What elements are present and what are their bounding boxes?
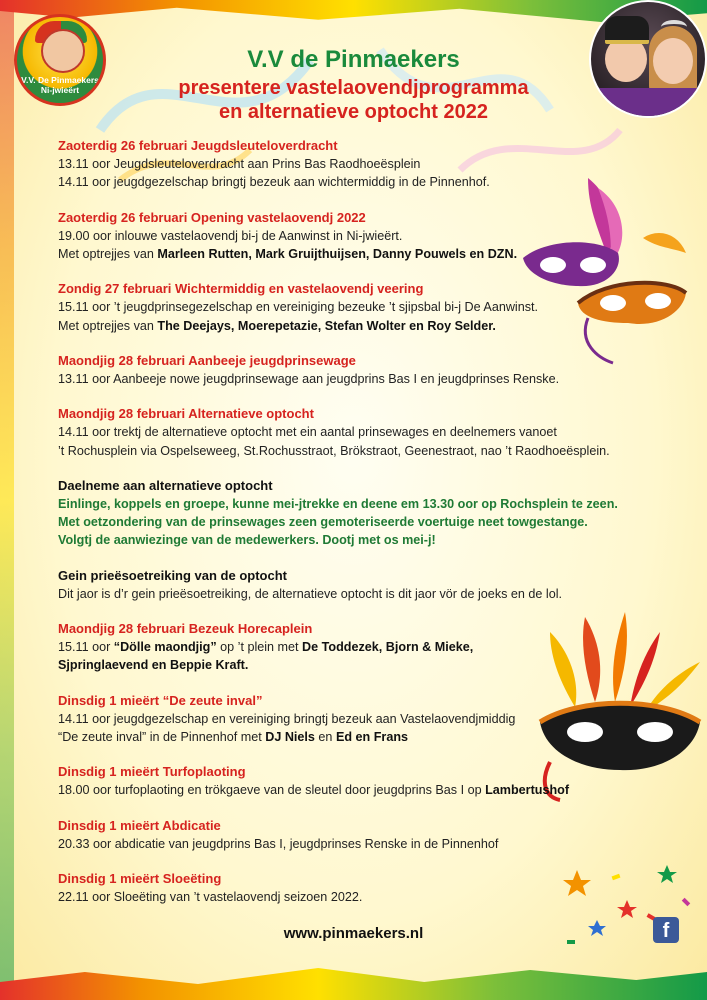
item-line: 14.11 oor jeugdgezelschap en vereiniging bringtj bezeuk aan Vastelaovendjmiddig — [58, 711, 516, 726]
item-heading: Zaoterdig 26 februari Jeugdsleuteloverdracht — [58, 138, 338, 153]
event-name: “Dölle maondjig” — [113, 640, 217, 655]
performers: DJ Niels — [265, 730, 315, 745]
performers: Marleen Rutten, Mark Gruijthuijsen, Danny Pouwels en DZN. — [157, 247, 518, 262]
item-text: en — [314, 730, 336, 745]
tiara — [661, 20, 687, 34]
program-item — [58, 620, 658, 675]
item-heading: Maondjig 28 februari Alternatieve optocht — [58, 406, 314, 422]
item-line — [58, 317, 658, 335]
item-line: 20.33 oor abdicatie van jeugdprins Bas I, jeugdprinses Renske in de Pinnenhof — [58, 836, 499, 851]
item-line: 13.11 oor Jeugdsleuteloverdracht aan Prins Bas Raodhoeësplein — [58, 157, 421, 172]
program-item — [58, 209, 658, 264]
program-item — [58, 405, 658, 460]
page-subtitle — [120, 76, 587, 124]
item-heading: Zondig 27 februari Wichtermiddig en vastelaovendj veering — [58, 281, 424, 297]
item-heading: Daelneme aan alternatieve optocht — [58, 477, 273, 493]
program-item — [58, 763, 658, 799]
item-line: 14.11 oor trektj de alternatieve optocht met ein aantal prinsewages en deelnemers vanoet — [58, 425, 557, 440]
item-line: Volgtj de aanwiezinge van de medewerkers. Dootj met os mei-j! — [58, 533, 436, 548]
item-heading: Maondjig 28 februari Bezeuk Horecaplein — [58, 621, 313, 637]
item-line: 14.11 oor jeugdgezelschap bringtj bezeuk aan wichtermiddig in de Pinnenhof. — [58, 175, 490, 190]
performers: Sjpringlaevend en Beppie Kraft. — [58, 658, 249, 673]
item-heading: Dinsdig 1 mieërt Abdicatie — [58, 817, 221, 833]
item-line — [58, 638, 658, 656]
program-item — [58, 137, 658, 192]
item-text: op ’t plein met — [216, 640, 303, 655]
item-line — [58, 728, 658, 746]
logo-text — [19, 75, 101, 95]
item-text: Met optrejjes van — [58, 318, 158, 333]
logo-line-2: Ni-jwieërt — [40, 85, 80, 95]
item-line — [58, 781, 658, 799]
jester-face-icon — [41, 29, 85, 73]
item-line: 13.11 oor Aanbeeje nowe jeugdprinsewage aan jeugdprins Bas I en jeugdprinses Renske. — [58, 372, 560, 387]
program-item — [58, 870, 658, 906]
item-line: ’t Rochusplein via Ospelseweeg, St.Rochusstraot, Brökstraot, Geenestraot, nao ’t Raodhoeësplein. — [58, 443, 610, 458]
item-text: 18.00 oor turfoplaoting en trökgaeve van de sleutel door jeugdprins Bas I op — [58, 783, 486, 798]
performers: Ed en Frans — [335, 730, 409, 745]
item-heading: Zaoterdig 26 februari Opening vastelaovendj 2022 — [58, 209, 366, 225]
item-text: “De zeute inval” in de Pinnenhof met — [58, 730, 266, 745]
club-logo — [14, 14, 106, 106]
item-line — [58, 656, 658, 674]
item-line: 15.11 oor ’t jeugdprinsegezelschap en vereiniging bezeuke ’t sjipsbal bi-j De Aanwinst. — [58, 300, 539, 315]
logo-line-1: V.V. De Pinmaekers — [21, 75, 99, 85]
page-title: V.V de Pinmaekers — [247, 46, 460, 73]
item-text: 15.11 oor — [58, 640, 114, 655]
program-item — [58, 280, 658, 335]
item-heading: Gein prieësoetreiking van de optocht — [58, 567, 287, 583]
item-heading: Maondjig 28 februari Aanbeeje jeugdprinsewage — [58, 352, 356, 368]
item-heading: Dinsdig 1 mieërt Sloeëting — [58, 871, 222, 887]
prince-cap — [605, 16, 649, 44]
item-line: Met oetzondering van de prinsewages zeen gemoteriseerde voertuige neet towgestange. — [58, 515, 588, 530]
location: Lambertushof — [485, 783, 570, 798]
item-line: 22.11 oor Sloeëting van ’t vastelaovendj seizoen 2022. — [58, 890, 363, 905]
item-line: 19.00 oor inlouwe vastelaovendj bi-j de Aanwinst in Ni-jwieërt. — [58, 228, 403, 243]
costume-cape — [591, 88, 707, 118]
item-line — [58, 245, 658, 263]
subtitle-line-2: en alternatieve optocht 2022 — [219, 101, 488, 123]
website-link[interactable]: www.pinmaekers.nl — [283, 925, 424, 942]
item-heading: Dinsdig 1 mieërt “De zeute inval” — [58, 692, 263, 708]
program-item — [58, 477, 658, 550]
program-item — [58, 567, 658, 603]
item-line: Dit jaor is d’r gein prieësoetreiking, de alternatieve optocht is dit jaor vör de joeks en de lol. — [58, 586, 563, 601]
performers: De Toddezek, Bjorn & Mieke, — [302, 640, 474, 655]
program-item — [58, 692, 658, 747]
program-item — [58, 352, 658, 388]
left-color-stripe — [0, 0, 14, 1000]
program-content — [58, 137, 658, 924]
subtitle-line-1: presentere vastelaovendjprogramma — [178, 77, 529, 99]
program-item — [58, 817, 658, 853]
performers: The Deejays, Moerepetazie, Stefan Wolter en Roy Selder. — [157, 318, 496, 333]
item-heading: Dinsdig 1 mieërt Turfoplaoting — [58, 764, 246, 780]
item-text: Met optrejjes van — [58, 247, 158, 262]
facebook-icon[interactable]: f — [653, 917, 679, 943]
item-line: Einlinge, koppels en groepe, kunne mei-jtrekke en deene em 13.30 oor op Rochsplein te zeen. — [58, 497, 618, 512]
princess-face — [653, 38, 693, 84]
youth-prince-couple-photo — [589, 0, 707, 118]
